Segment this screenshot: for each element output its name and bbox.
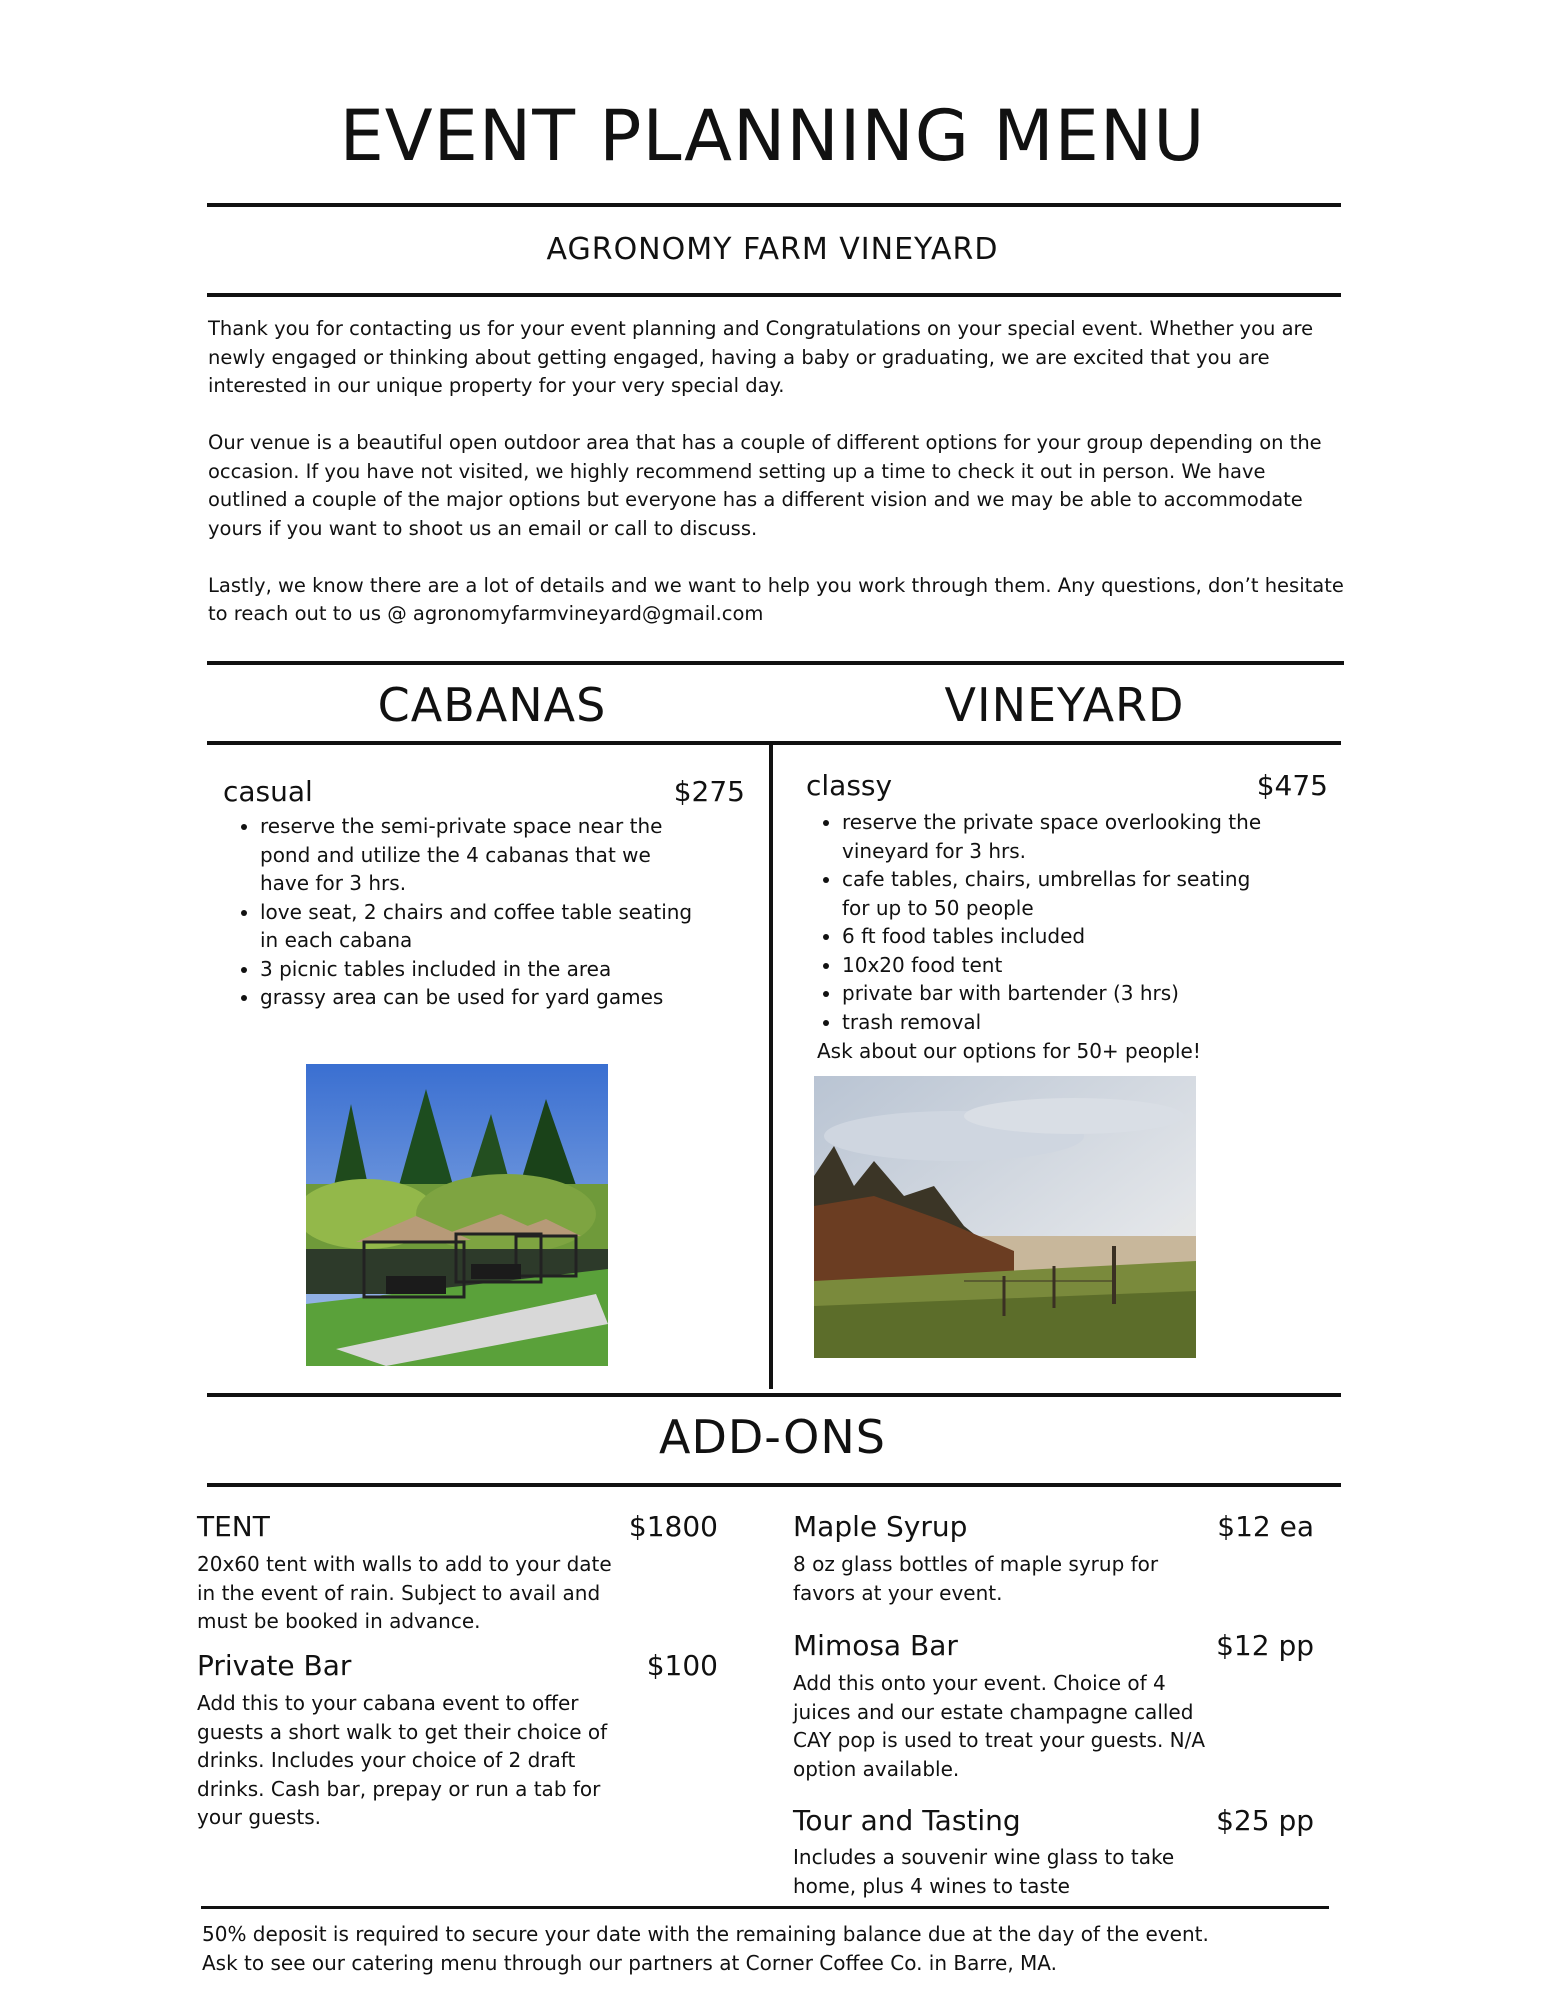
deposit-note: 50% deposit is required to secure your date with the remaining balance due at the day of the event. [202, 1922, 1209, 1946]
list-item: • reserve the semi-private space near the pond and utilize the 4 cabanas that we have for 3 hrs. [260, 812, 700, 898]
list-item: • cafe tables, chairs, umbrellas for seating for up to 50 people [842, 865, 1262, 922]
addon-name: Private Bar [197, 1649, 352, 1682]
list-item: • grassy area can be used for yard games [260, 983, 700, 1012]
addon-description: 8 oz glass bottles of maple syrup for favors at your event. [793, 1552, 1159, 1605]
vineyard-note: Ask about our options for 50+ people! [817, 1039, 1201, 1063]
addon-price: $1800 [628, 1510, 718, 1543]
cabanas-heading: CABANAS [377, 678, 607, 732]
addon-price: $25 pp [1216, 1804, 1314, 1837]
list-item: • private bar with bartender (3 hrs) [842, 979, 1262, 1008]
intro-paragraph: Our venue is a beautiful open outdoor area that has a couple of different options for your group depending on the occasion. If you have not visited, we highly recommend setting up a time to check it out in person. We have outlined a couple of the major options but everyone has a different vision and we may be able to accommodate yours if you want to shoot us an email or call to discuss. [208, 431, 1322, 540]
list-item: • reserve the private space overlooking the vineyard for 3 hrs. [842, 808, 1262, 865]
divider [207, 1483, 1341, 1487]
vineyard-price: $475 [1256, 769, 1328, 802]
addon-price: $12 pp [1216, 1629, 1314, 1662]
page-title: EVENT PLANNING MENU [339, 95, 1206, 177]
list-item: • trash removal [842, 1008, 1262, 1037]
addon-description: Includes a souvenir wine glass to take home, plus 4 wines to taste [793, 1845, 1175, 1898]
column-divider [769, 741, 773, 1389]
addon-description: 20x60 tent with walls to add to your date in the event of rain. Subject to avail and must be booked in advance. [197, 1552, 612, 1633]
addon-price: $12 ea [1217, 1510, 1314, 1543]
divider [207, 661, 1344, 665]
addon-name: Maple Syrup [793, 1510, 968, 1543]
intro-text [208, 315, 1348, 657]
divider [207, 1393, 1341, 1397]
list-item: • 6 ft food tables included [842, 922, 1262, 951]
gazebo-photo [306, 1064, 608, 1366]
footer-notes [202, 1920, 1342, 1977]
divider [207, 203, 1341, 207]
vineyard-heading: VINEYARD [944, 678, 1185, 732]
divider [207, 741, 1341, 745]
addon-description: Add this to your cabana event to offer guests a short walk to get their choice of drinks. Includes your choice of 2 draft drinks. Cash bar, prepay or run a tab for your guests. [197, 1691, 608, 1829]
cabanas-features [224, 812, 700, 1012]
list-item: • 10x20 food tent [842, 951, 1262, 980]
list-item: • love seat, 2 chairs and coffee table seating in each cabana [260, 898, 700, 955]
list-item: • 3 picnic tables included in the area [260, 955, 700, 984]
vineyard-package-name: classy [806, 769, 893, 802]
divider [207, 293, 1341, 297]
addon-name: Tour and Tasting [793, 1804, 1021, 1837]
vineyard-features [806, 808, 1262, 1036]
addon-description: Add this onto your event. Choice of 4 juices and our estate champagne called CAY pop is used to treat your guests. N/A option available. [793, 1671, 1206, 1781]
addon-name: Mimosa Bar [793, 1629, 958, 1662]
divider [201, 1906, 1329, 1909]
addon-price: $100 [646, 1649, 718, 1682]
addons-heading: ADD-ONS [658, 1410, 886, 1464]
cabanas-price: $275 [673, 775, 745, 808]
catering-note: Ask to see our catering menu through our partners at Corner Coffee Co. in Barre, MA. [202, 1950, 1057, 1975]
addon-name: TENT [197, 1510, 270, 1543]
cabanas-package-name: casual [223, 775, 313, 808]
venue-name: AGRONOMY FARM VINEYARD [546, 232, 999, 267]
intro-paragraph: Lastly, we know there are a lot of details and we want to help you work through them. Any questions, don’t hesitate to reach out to us @ agronomyfarmvineyard@gmail.com [208, 573, 1344, 625]
vineyard-photo [814, 1076, 1196, 1358]
intro-paragraph: Thank you for contacting us for your event planning and Congratulations on your special event. Whether you are newly engaged or thinking about getting engaged, having a baby or graduating, we are excited that you are interested in our unique property for your very special day. [208, 317, 1314, 397]
